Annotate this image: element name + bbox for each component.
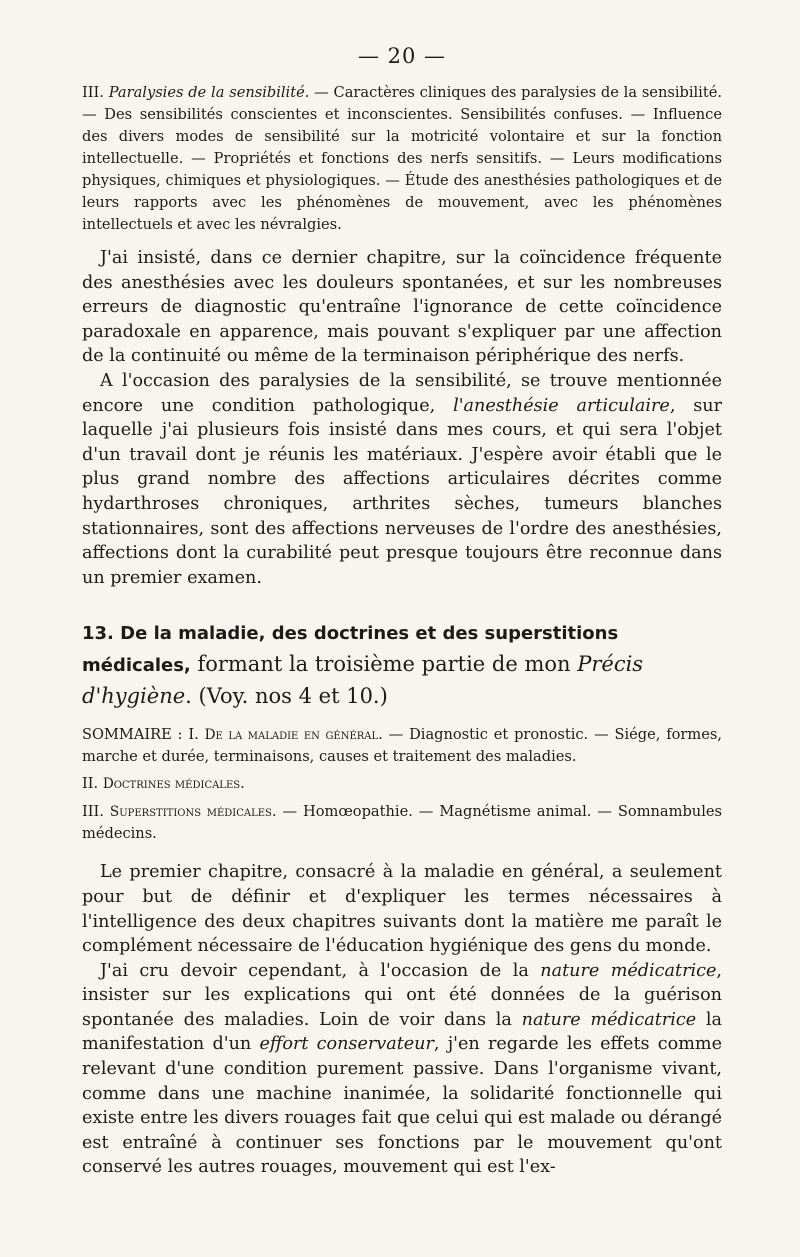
sommaire-line-2 (82, 773, 722, 795)
paragraph-4-p2: , insister sur les explications qui ont été données de la guérison spontanée des maladies. Loin de voir dans la (82, 960, 722, 1030)
paragraph-4-i2: nature médicatrice (521, 1009, 697, 1030)
section-13-rest-before: formant la troisième partie de mon (190, 652, 578, 677)
summary-iii-text: — Caractères cliniques des paralysies de la sensibilité. — Des sensibilités conscientes et inconscientes. Sensibilités confuses. — Influence des divers modes de sensibilité sur la motricité volontaire et sur la fonction intellectuelle. — Propriétés et fonctions des nerfs sensitifs. — Leurs modifications physiques, chimiques et physiologiques. — Étude des anesthésies pathologiques et de leurs rapports avec les phénomènes de mouvement, avec les phénomènes intellectuels et avec les névralgies. (82, 84, 722, 233)
paragraph-anesthesie-articulaire (82, 369, 722, 590)
paragraph-4-p4: , j'en regarde les effets comme relevant d'une condition purement passive. Dans l'organisme vivant, comme dans une machine inanimée, la solidarité fonctionnelle qui existe entre les divers rouages fait que celui qui est malade ou dérangé est entraîné à continuer ses fonctions par le mouvement qu'ont conservé les autres rouages, mouvement qui est l'ex- (82, 1034, 722, 1178)
section-13-bold-title: De la maladie, des doctrines et des superstitions médicales, (82, 623, 619, 677)
sommaire-line-1-sc: De la maladie en général (204, 727, 379, 744)
sommaire-line-2-label: II. (82, 775, 103, 793)
paragraph-4-i1: nature médicatrice (540, 960, 717, 981)
paragraph-4-p3: la manifestation d'un (82, 1009, 722, 1055)
section-13-rest-after: . (Voy. nos 4 et 10.) (185, 684, 388, 709)
paragraph-2-before: A l'occasion des paralysies de la sensibilité, se trouve mentionnée encore une condition pathologique, (82, 370, 722, 416)
summary-iii (82, 82, 722, 236)
section-13-rest-italic: Précis d'hygiène (82, 652, 644, 709)
page-number: — 20 — (357, 44, 447, 68)
paragraph-2-after: , sur laquelle j'ai plusieurs fois insisté dans mes cours, et qui sera l'objet d'un travail dont je réunis les matériaux. J'espère avoir établi que le plus grand nombre des affections articulaires décrites comme hydarthroses chroniques, arthrites sèches, tumeurs blanches stationnaires, sont des affections nerveuses de l'ordre des anesthésies, affections dont la curabilité peut presque toujours être reconnue dans un premier examen. (82, 395, 722, 588)
paragraph-4-p1: J'ai cru devoir cependant, à l'occasion de la (100, 960, 541, 981)
sommaire-line-1-label: SOMMAIRE : I. (82, 726, 205, 744)
sommaire-line-1 (82, 724, 722, 767)
spacer (82, 850, 722, 860)
sommaire-line-2-text: . (240, 775, 245, 793)
sommaire-line-2-sc: Doctrines médicales (102, 776, 241, 793)
paragraph-premier-chapitre: Le premier chapitre, consacré à la maladie en général, a seulement pour but de définir et d'expliquer les termes nécessaires à l'intelligence des deux chapitres suivants dont la matière me paraît le complément nécessaire de l'éducation hygiénique des gens du monde. (82, 862, 722, 957)
summary-iii-prefix: III. (82, 84, 109, 101)
paragraph-4-i3: effort conservateur (259, 1034, 434, 1055)
section-13-number: 13. (82, 623, 114, 645)
sommaire (82, 724, 722, 844)
paragraph-coincidence: J'ai insisté, dans ce dernier chapitre, sur la coïncidence fréquente des anesthésies avec les douleurs spontanées, et sur les nombreuses erreurs de diagnostic qu'entraîne l'ignorance de cette coïncidence paradoxale en apparence, mais pouvant s'expliquer par une affection de la continuité ou même de la terminaison périphérique des nerfs. (82, 248, 722, 367)
sommaire-line-3 (82, 801, 722, 844)
summary-iii-italic-lead: Paralysies de la sensibilité. (108, 84, 310, 101)
sommaire-line-3-sc: Superstitions médicales (109, 804, 272, 821)
sommaire-line-3-label: III. (82, 803, 110, 821)
paragraph-nature-medicatrice (82, 959, 722, 1180)
section-13-heading (82, 618, 722, 712)
paragraph-2-italic: l'anesthésie articulaire (453, 395, 670, 416)
sommaire-line-3-text: . — Homœopathie. — Magnétisme animal. — Somnambules médecins. (82, 803, 722, 843)
sommaire-line-1-text: . — Diagnostic et pronostic. — Siége, formes, marche et durée, terminaisons, causes et traitement des maladies. (82, 726, 722, 766)
